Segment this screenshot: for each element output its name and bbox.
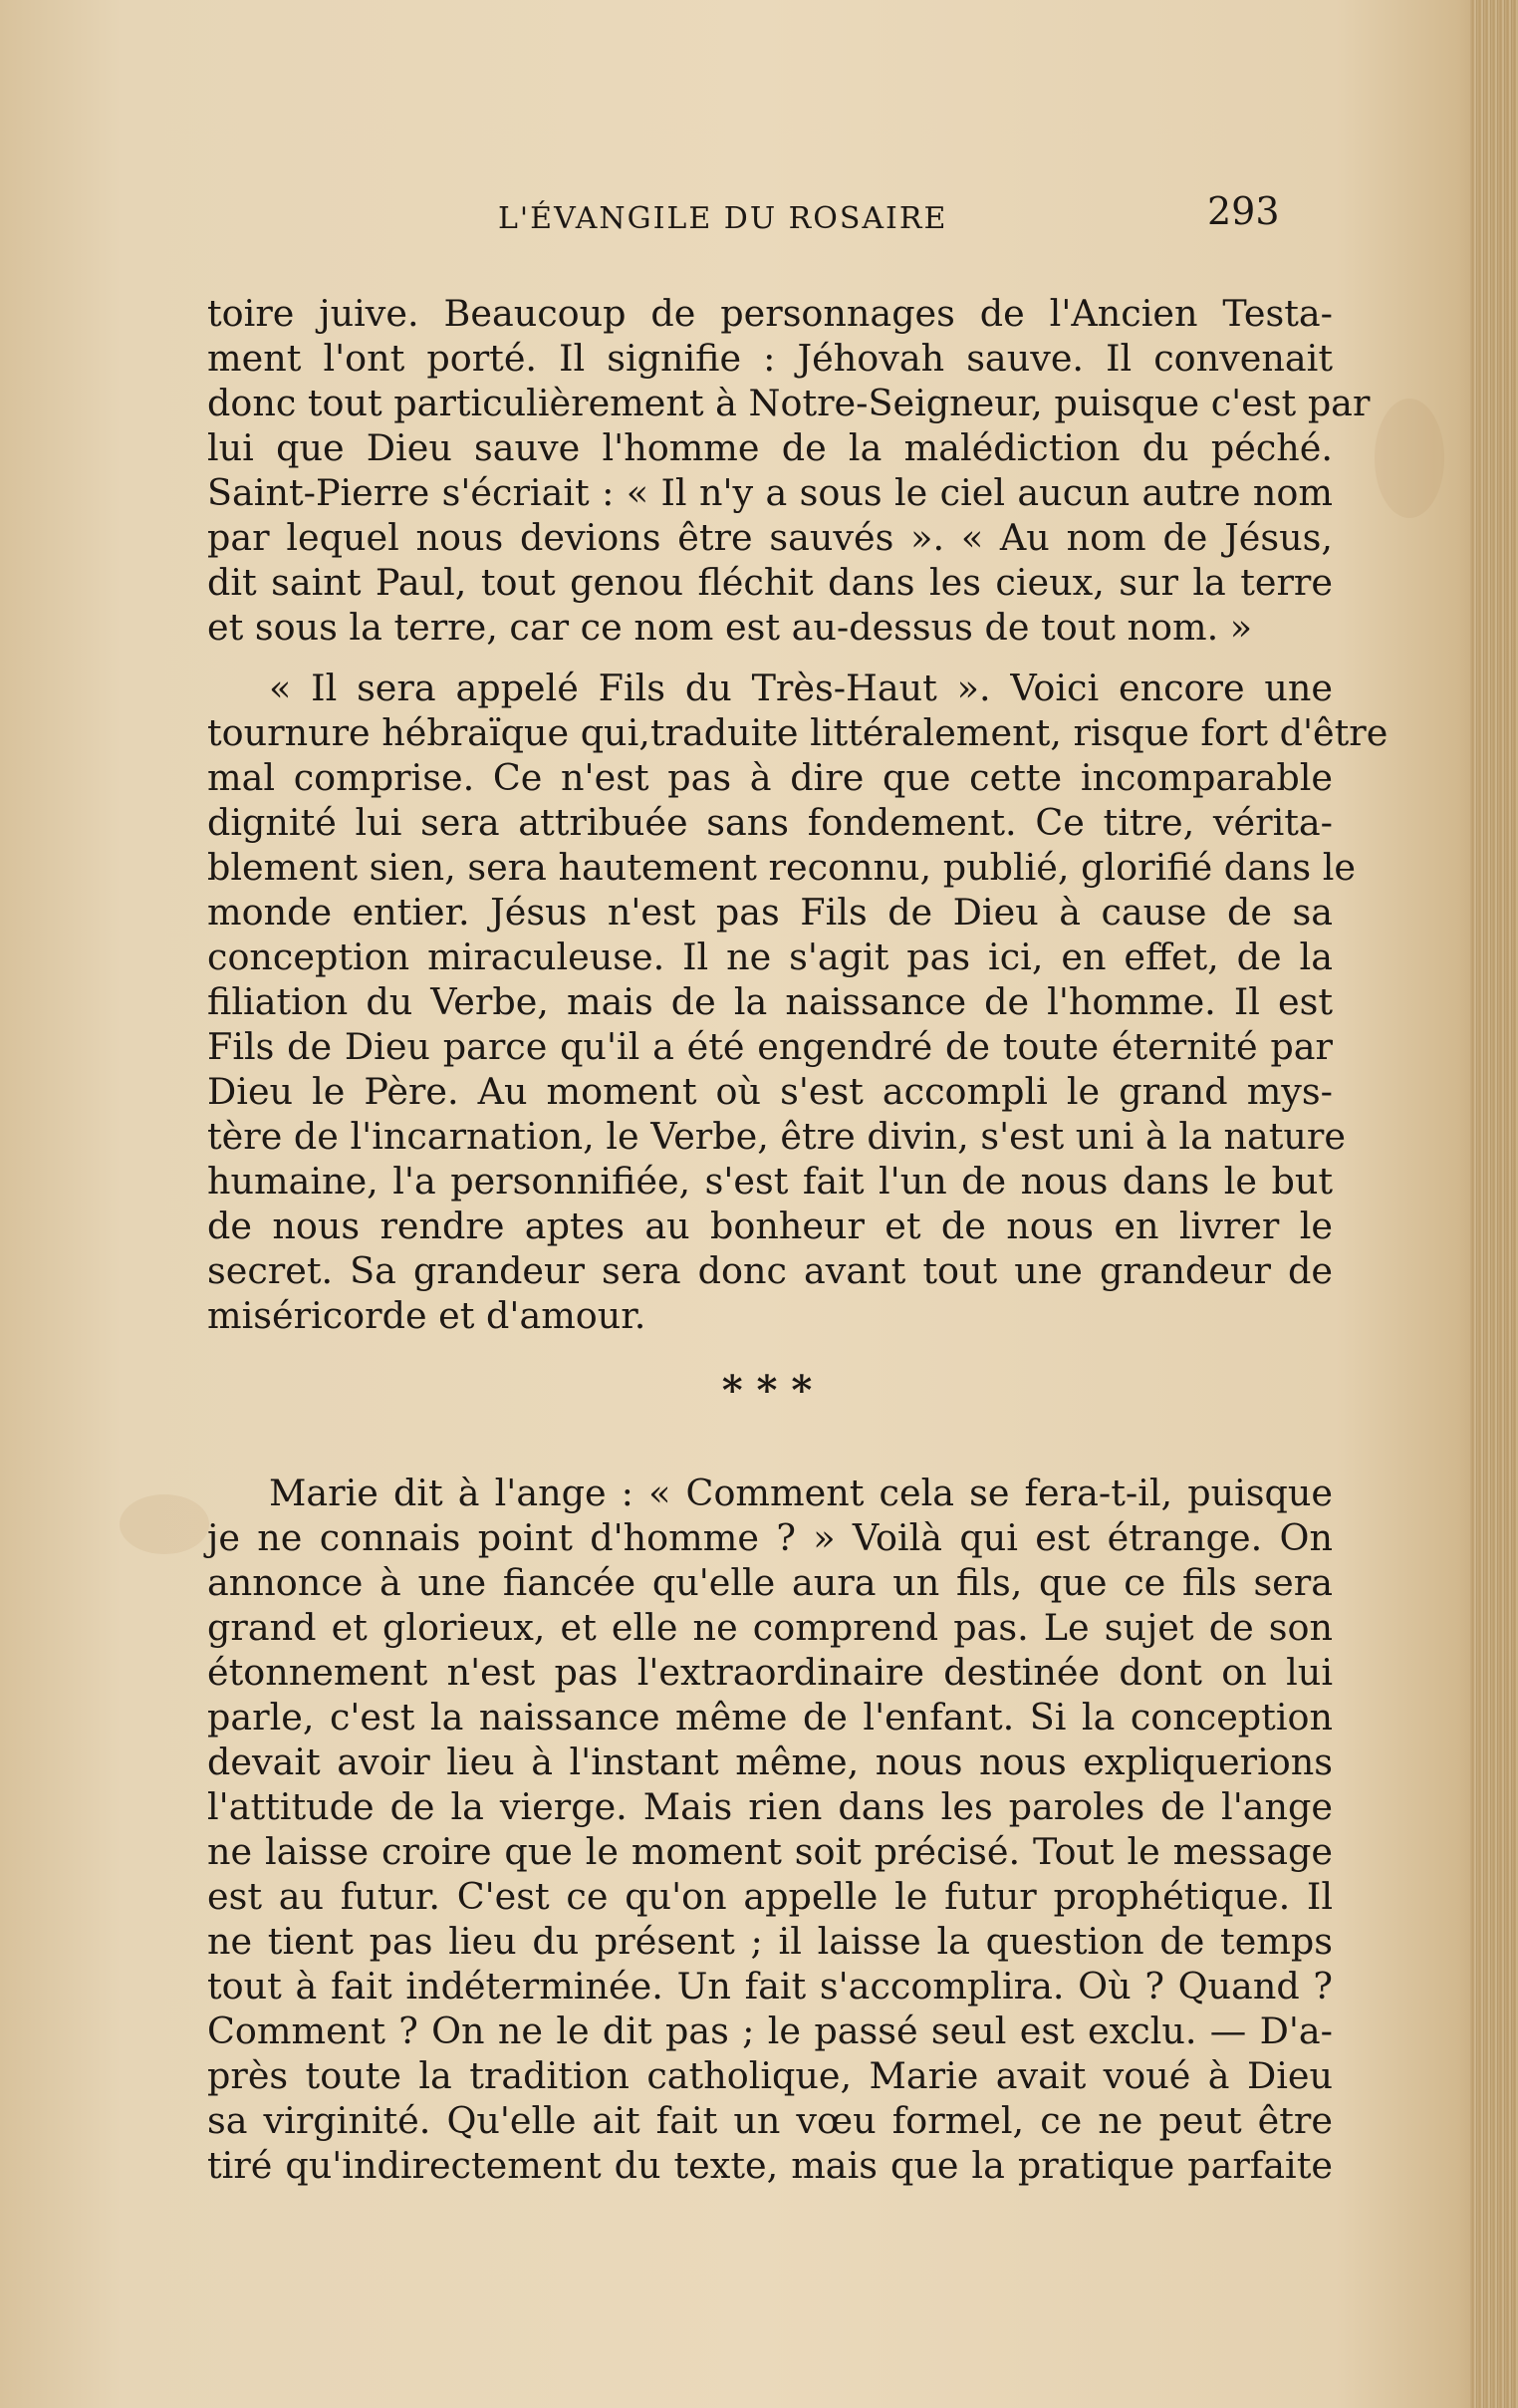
text-line: parle, c'est la naissance même de l'enfant. Si la conception bbox=[207, 1696, 1333, 1739]
text-line: humaine, l'a personnifiée, s'est fait l'un de nous dans le but bbox=[207, 1160, 1333, 1203]
text-line: ne laisse croire que le moment soit précisé. Tout le message bbox=[207, 1830, 1333, 1873]
running-head bbox=[498, 189, 1295, 249]
section-separator: * * * bbox=[721, 1367, 813, 1414]
text-line: annonce à une fiancée qu'elle aura un fils, que ce fils sera bbox=[207, 1561, 1333, 1604]
text-line: sa virginité. Qu'elle ait fait un vœu formel, ce ne peut être bbox=[207, 2099, 1333, 2142]
text-line: tère de l'incarnation, le Verbe, être divin, s'est uni à la nature bbox=[207, 1115, 1346, 1158]
text-line: par lequel nous devions être sauvés ». « Au nom de Jésus, bbox=[207, 516, 1333, 559]
text-line: près toute la tradition catholique, Marie avait voué à Dieu bbox=[207, 2054, 1333, 2097]
text-line: tiré qu'indirectement du texte, mais que la pratique parfaite bbox=[207, 2144, 1333, 2187]
paragraph-1 bbox=[207, 291, 1371, 650]
text-line: Comment ? On ne le dit pas ; le passé seul est exclu. — D'a- bbox=[207, 2009, 1333, 2052]
text-line: filiation du Verbe, mais de la naissance de l'homme. Il est bbox=[207, 980, 1333, 1023]
text-line: ne tient pas lieu du présent ; il laisse la question de temps bbox=[207, 1920, 1333, 1963]
text-line: ment l'ont porté. Il signifie : Jéhovah sauve. Il convenait bbox=[207, 337, 1333, 380]
text-line: de nous rendre aptes au bonheur et de nous en livrer le bbox=[207, 1204, 1333, 1247]
paper-stain bbox=[1375, 399, 1444, 518]
text-line: tout à fait indéterminée. Un fait s'accomplira. Où ? Quand ? bbox=[207, 1965, 1333, 2007]
text-line: Saint-Pierre s'écriait : « Il n'y a sous le ciel aucun autre nom bbox=[207, 471, 1333, 514]
text-line: étonnement n'est pas l'extraordinaire destinée dont on lui bbox=[207, 1651, 1333, 1694]
text-line: secret. Sa grandeur sera donc avant tout une grandeur de bbox=[207, 1249, 1333, 1292]
text-line: est au futur. C'est ce qu'on appelle le futur prophétique. Il bbox=[207, 1875, 1333, 1918]
text-line: Dieu le Père. Au moment où s'est accompli le grand mys- bbox=[207, 1070, 1333, 1113]
text-line: toire juive. Beaucoup de personnages de l'Ancien Testa- bbox=[207, 292, 1333, 335]
text-line: « Il sera appelé Fils du Très-Haut ». Voici encore une bbox=[269, 667, 1333, 709]
text-line: tournure hébraïque qui,traduite littéralement, risque fort d'être bbox=[207, 711, 1389, 754]
text-line: grand et glorieux, et elle ne comprend pas. Le sujet de son bbox=[207, 1606, 1333, 1649]
text-line: mal comprise. Ce n'est pas à dire que cette incomparable bbox=[207, 756, 1333, 799]
text-line: l'attitude de la vierge. Mais rien dans les paroles de l'ange bbox=[207, 1785, 1333, 1828]
text-line: conception miraculeuse. Il ne s'agit pas ici, en effet, de la bbox=[207, 936, 1333, 978]
paragraph-3 bbox=[207, 1471, 1333, 2188]
text-line: dignité lui sera attribuée sans fondement. Ce titre, vérita- bbox=[207, 801, 1333, 844]
paragraph-2 bbox=[207, 666, 1389, 1338]
text-line: lui que Dieu sauve l'homme de la malédiction du péché. bbox=[207, 426, 1333, 469]
text-line: blement sien, sera hautement reconnu, publié, glorifié dans le bbox=[207, 846, 1357, 889]
text-line: et sous la terre, car ce nom est au-dessus de tout nom. » bbox=[207, 606, 1253, 649]
text-line: Marie dit à l'ange : « Comment cela se fera-t-il, puisque bbox=[269, 1472, 1333, 1514]
text-line: monde entier. Jésus n'est pas Fils de Dieu à cause de sa bbox=[207, 891, 1333, 934]
page-number: 293 bbox=[1207, 189, 1280, 233]
page-edge bbox=[1470, 0, 1518, 2408]
text-line: devait avoir lieu à l'instant même, nous nous expliquerions bbox=[207, 1740, 1333, 1783]
paper-stain bbox=[120, 1494, 209, 1554]
text-line: Fils de Dieu parce qu'il a été engendré de toute éternité par bbox=[207, 1025, 1333, 1068]
text-line: dit saint Paul, tout genou fléchit dans les cieux, sur la terre bbox=[207, 561, 1333, 604]
text-line: je ne connais point d'homme ? » Voilà qui est étrange. On bbox=[207, 1516, 1333, 1559]
running-title: L'ÉVANGILE DU ROSAIRE bbox=[498, 201, 948, 236]
text-line: miséricorde et d'amour. bbox=[207, 1294, 646, 1337]
text-line: donc tout particulièrement à Notre-Seigneur, puisque c'est par bbox=[207, 382, 1371, 424]
